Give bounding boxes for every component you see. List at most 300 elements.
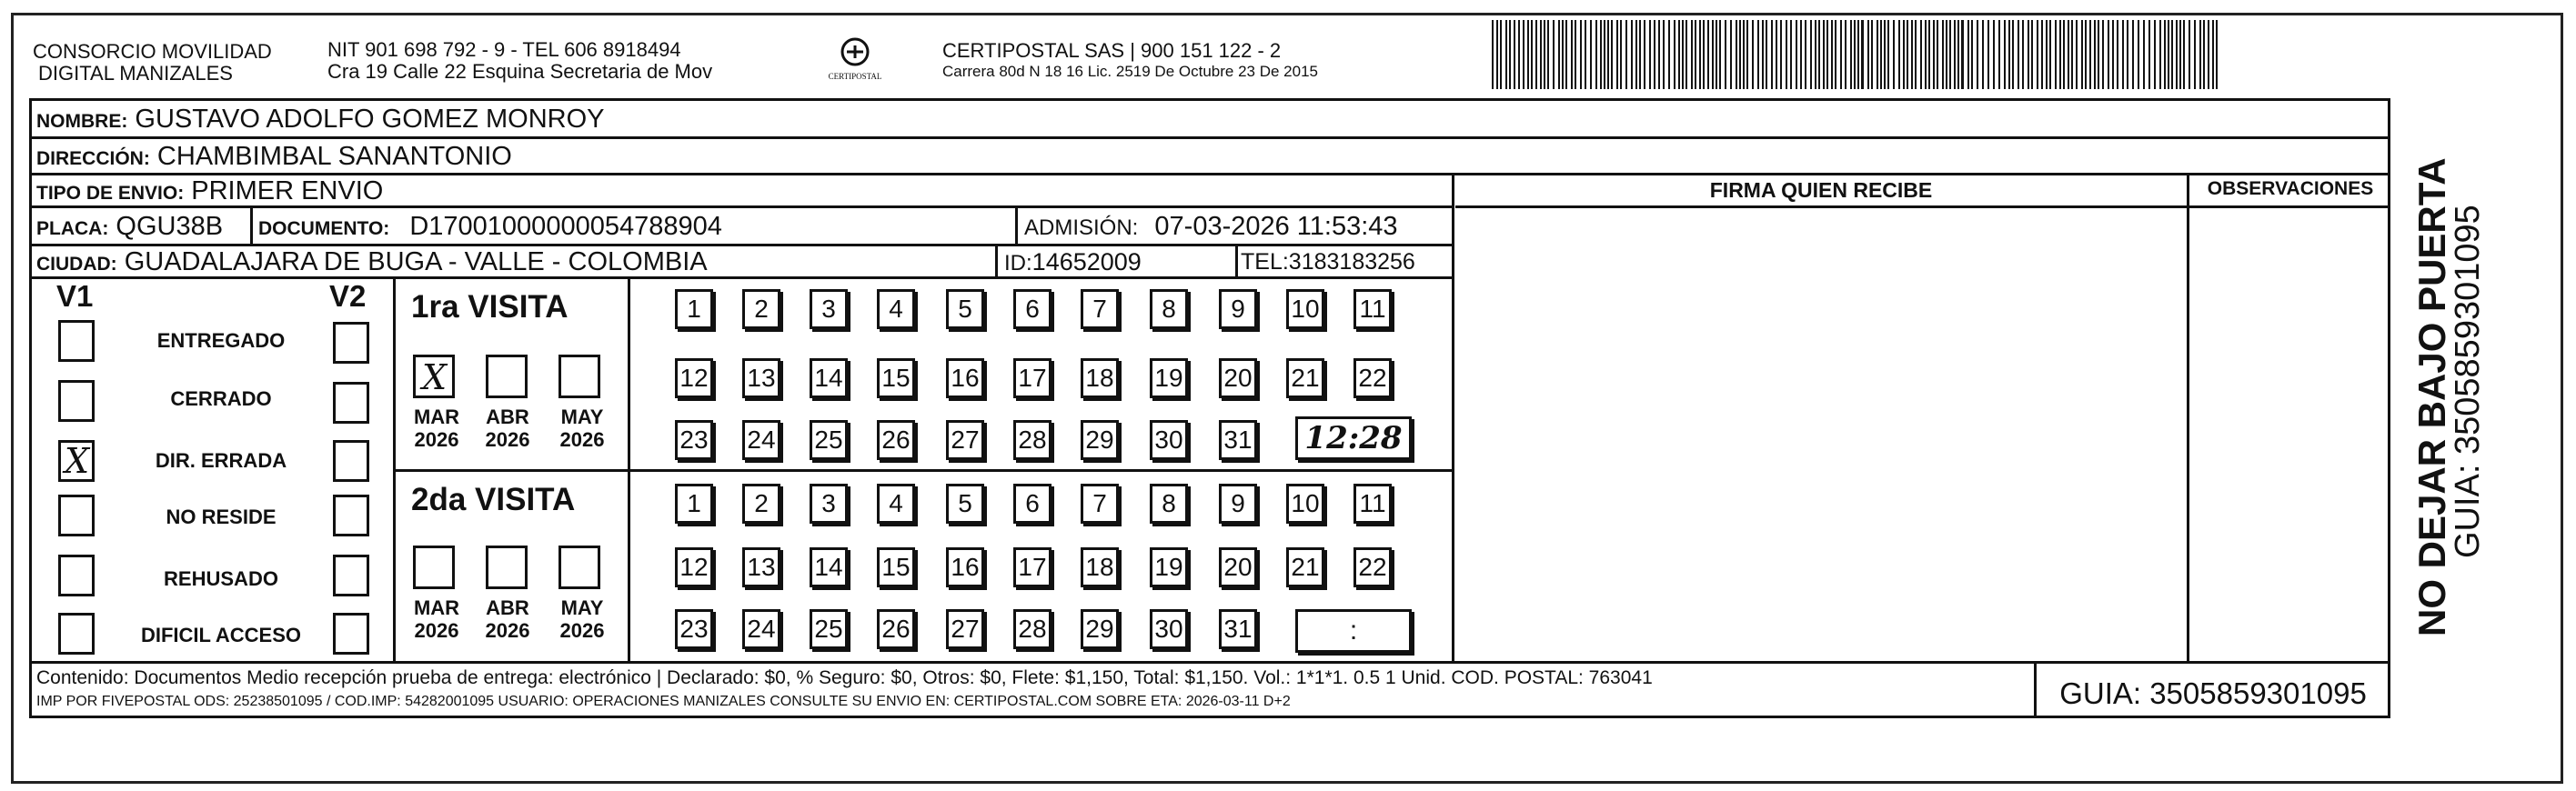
barcode-bar [1928,20,1930,89]
barcode-bar [1746,20,1748,89]
barcode-bar [2148,20,2150,89]
v1-checkbox-dificil-acceso[interactable] [58,613,95,655]
visit2-day-17[interactable]: 17 [1013,547,1052,587]
visit1-day-14[interactable]: 14 [810,358,848,398]
visit2-day-28[interactable]: 28 [1013,609,1052,649]
shipping-type-row [36,175,383,209]
barcode-bar [2112,20,2114,89]
visit1-day-5[interactable]: 5 [946,289,984,329]
shipping-type: PRIMER ENVIO [191,176,384,205]
visit1-day-22[interactable]: 22 [1353,358,1392,398]
barcode-bar [1575,20,1576,89]
visit1-day-1[interactable]: 1 [675,289,713,329]
v2-checkbox-entregado[interactable] [333,322,369,364]
barcode-bar [2168,20,2169,89]
barcode-bar [1580,20,1582,89]
visit2-day-6[interactable]: 6 [1013,484,1052,524]
barcode-bar [1736,20,1737,89]
footer-print-line: IMP POR FIVEPOSTAL ODS: 25238501095 / COD.IMP: 54282001095 USUARIO: OPERACIONES MANIZALES CONSULTE SU ENVIO EN: CERTIPOSTAL.COM SOBRE ETA: 2026-03-11 D+2 [36,694,1291,709]
plate-cell [36,211,223,245]
v1-header: V1 [56,279,94,313]
barcode-bar [1993,20,1995,89]
barcode-bar [1796,20,1797,89]
barcode-bar [2094,20,2096,89]
barcode-bar [1674,20,1675,89]
barcode-bar [1961,20,1964,89]
visit1-day-30[interactable]: 30 [1150,420,1188,460]
barcode-bar [2049,20,2051,89]
barcode-bar [1786,20,1787,89]
barcode-bar [1766,20,1767,89]
visit1-day-10[interactable]: 10 [1286,289,1324,329]
visit2-mar-year: 2026 [414,619,459,642]
plate-value: QGU38B [116,212,224,241]
barcode-bar [1752,20,1754,89]
barcode-bar [1712,20,1714,89]
barcode-bar [1611,20,1613,89]
barcode-bar [2059,20,2061,89]
barcode-bar [1509,20,1511,89]
barcode-bar [1600,20,1602,89]
barcode-bar [1658,20,1660,89]
admission-cell [1024,211,1398,244]
side-notice-no-dejar-bajo-puerta: NO DEJAR BAJO PUERTA [2410,157,2453,636]
barcode-bar [1823,20,1825,89]
v1-checkbox-entregado[interactable] [58,320,95,362]
barcode-bar [2008,20,2010,89]
visit2-month-may-label [555,596,609,642]
visit2-abr-year: 2026 [485,619,530,642]
visit2-day-14[interactable]: 14 [810,547,848,587]
barcode-bar [1771,20,1773,89]
barcode-bar [2122,20,2124,89]
barcode-bar [1867,20,1869,89]
barcode-bar [1982,20,1984,89]
barcode-bar [1800,20,1802,89]
visit1-month-mar-checkbox[interactable] [413,355,455,398]
barcode-bar [1954,20,1956,89]
address-label: DIRECCIÓN: [36,148,150,169]
visit1-day-28[interactable]: 28 [1013,420,1052,460]
visit1-day-8[interactable]: 8 [1150,289,1188,329]
visit1-day-23[interactable]: 23 [675,420,713,460]
barcode-bar [2028,20,2029,89]
barcode-bar [1595,20,1597,89]
certipostal-logo-icon [835,36,875,67]
visit1-day-4[interactable]: 4 [877,289,915,329]
barcode-bar [1911,20,1913,89]
v1-checkbox-no-reside[interactable] [58,495,95,536]
barcode-bar [2063,20,2065,89]
barcode-bar [2046,20,2048,89]
visit2-day-27[interactable]: 27 [946,609,984,649]
visit2-may-text: MAY [560,596,604,619]
barcode-bar [1937,20,1938,89]
visit2-day-23[interactable]: 23 [675,609,713,649]
barcode-bar [1884,20,1886,89]
visit1-day-2[interactable]: 2 [742,289,780,329]
visit1-month-may-checkbox[interactable] [558,355,600,398]
barcode-bar [2159,20,2161,89]
visit2-day-29[interactable]: 29 [1081,609,1119,649]
recipient-address: CHAMBIMBAL SANANTONIO [156,142,512,171]
visit1-abr-year: 2026 [485,428,530,451]
sender-nit: NIT 901 698 792 - 9 - TEL 606 8918494 [327,38,681,61]
visit2-day-19[interactable]: 19 [1150,547,1188,587]
barcode-bar [2071,20,2073,89]
visit2-day-31[interactable]: 31 [1219,609,1257,649]
barcode-bar [1607,20,1609,89]
barcode-bar [1887,20,1889,89]
document-label: DOCUMENTO: [258,218,390,239]
barcode-bar [2018,20,2019,89]
barcode-bar [2194,20,2196,89]
barcode-bar [1703,20,1705,89]
barcode-bar [1590,20,1592,89]
visit1-mar-text: MAR [413,406,460,428]
barcode-bar [1553,20,1555,89]
barcode-bar [1946,20,1947,89]
visit1-day-17[interactable]: 17 [1013,358,1052,398]
side-guide-number: GUIA: 3505859301095 [2449,205,2487,558]
barcode-bar [1492,20,1494,89]
visit1-day-9[interactable]: 9 [1219,289,1257,329]
barcode-bar [1790,20,1792,89]
sender-name-line1: CONSORCIO MOVILIDAD [33,40,272,63]
barcode-bar [1505,20,1507,89]
barcode-bar [1835,20,1836,89]
city-value: GUADALAJARA DE BUGA - VALLE - COLOMBIA [124,247,708,276]
barcode-bar [1762,20,1764,89]
barcode-bar [1780,20,1782,89]
visit1-day-26[interactable]: 26 [877,420,915,460]
visit2-may-year: 2026 [559,619,605,642]
barcode-bar [1743,20,1745,89]
visit2-month-abr-checkbox[interactable] [486,546,528,589]
status-label-dir-errada: DIR. ERRADA [155,449,287,472]
v1-dir-errada-mark: X [65,441,90,481]
barcode-bar [1639,20,1641,89]
document-value: D17001000000054788904 [409,212,722,241]
visit1-month-may-label [555,406,609,451]
barcode-bar [1682,20,1684,89]
barcode-bar [1496,20,1498,89]
v2-checkbox-cerrado[interactable] [333,382,369,424]
plate-label: PLACA: [36,218,109,239]
visit1-may-text: MAY [560,406,604,428]
barcode-bar [1527,20,1529,89]
barcode-bar [1544,20,1545,89]
visit1-abr-text: ABR [486,406,529,428]
visit1-day-21[interactable]: 21 [1286,358,1324,398]
barcode-bar [2085,20,2087,89]
barcode-bar [1540,20,1542,89]
visit1-day-31[interactable]: 31 [1219,420,1257,460]
visit1-day-3[interactable]: 3 [810,289,848,329]
visit2-day-15[interactable]: 15 [877,547,915,587]
barcode-bar [1531,20,1533,89]
visit2-day-10[interactable]: 10 [1286,484,1324,524]
visit2-title: 2da VISITA [411,482,576,517]
visit2-day-30[interactable]: 30 [1150,609,1188,649]
barcode-bar [2132,20,2134,89]
id-cell [1004,246,1142,279]
v2-checkbox-dificil-acceso[interactable] [333,613,369,655]
visit2-mar-text: MAR [413,596,460,619]
barcode-bar [2216,20,2218,89]
visit2-day-24[interactable]: 24 [742,609,780,649]
sender-address: Cra 19 Calle 22 Esquina Secretaria de Mov [327,60,713,83]
barcode-bar [1558,20,1560,89]
barcode-bar [1925,20,1927,89]
shipping-type-label: TIPO DE ENVIO: [36,183,185,204]
visit1-day-13[interactable]: 13 [742,358,780,398]
barcode-bar [1585,20,1586,89]
barcode-bar [1562,20,1564,89]
v2-checkbox-dir-errada[interactable] [333,440,369,482]
barcode-bar [1805,20,1806,89]
barcode-bar [1635,20,1637,89]
visit1-month-abr-checkbox[interactable] [486,355,528,398]
visit2-month-may-checkbox[interactable] [558,546,600,589]
status-label-entregado: ENTREGADO [156,329,286,352]
visit2-day-1[interactable]: 1 [675,484,713,524]
visit2-day-13[interactable]: 13 [742,547,780,587]
visit1-day-27[interactable]: 27 [946,420,984,460]
barcode-bar [2154,20,2156,89]
visit1-month-abr-label [480,406,535,451]
name-label: NOMBRE: [36,111,128,132]
barcode-bar [1757,20,1759,89]
barcode-bar [1933,20,1935,89]
document-cell [258,211,722,245]
barcode-bar [2183,20,2185,89]
name-row [36,104,605,137]
sender-name-line2: DIGITAL MANIZALES [38,62,233,85]
barcode-bar [1654,20,1655,89]
visit1-day-29[interactable]: 29 [1081,420,1119,460]
v1-checkbox-cerrado[interactable] [58,380,95,422]
visit2-day-20[interactable]: 20 [1219,547,1257,587]
logo-brand-text: CERTIPOSTAL [828,72,882,81]
barcode-bar [1861,20,1864,89]
visit1-day-15[interactable]: 15 [877,358,915,398]
city-cell [36,246,708,280]
barcode-bar [2143,20,2145,89]
visit2-day-11[interactable]: 11 [1353,484,1392,524]
visit1-time-value: 12:28 [1304,420,1403,456]
visit1-day-12[interactable]: 12 [675,358,713,398]
visit1-mar-mark: X [422,357,448,397]
barcode-bar [1730,20,1732,89]
barcode-bar [1907,20,1908,89]
visit2-day-25[interactable]: 25 [810,609,848,649]
barcode-bar [1815,20,1816,89]
signature-column-header: FIRMA QUIEN RECIBE [1709,178,1933,202]
barcode-bar [2068,20,2069,89]
barcode-bar [1957,20,1959,89]
barcode-bar [1880,20,1882,89]
barcode-bar [1810,20,1812,89]
barcode-bar [1776,20,1777,89]
visit2-abr-text: ABR [486,596,529,619]
status-label-dificil-acceso: DIFICIL ACCESO [140,624,301,646]
barcode-bar [1644,20,1645,89]
tel-label: TEL: [1241,249,1289,275]
address-row [36,141,512,175]
barcode-bar [1871,20,1873,89]
barcode-bar [2138,20,2139,89]
barcode-bar [1893,20,1895,89]
barcode-bar [2179,20,2181,89]
barcode-bar [1877,20,1878,89]
sender-block [33,41,272,85]
barcode-bar [1565,20,1567,89]
barcode-bar [2171,20,2173,89]
barcode-bar [1631,20,1633,89]
visit2-day-3[interactable]: 3 [810,484,848,524]
barcode-bar [1840,20,1842,89]
barcode-bar [1571,20,1573,89]
barcode-bar [2098,20,2099,89]
barcode-bar [1987,20,1989,89]
barcode-bar [1971,20,1973,89]
barcode-bar [1625,20,1627,89]
footer-guide-number: GUIA: 3505859301095 [2059,676,2367,710]
barcode-bar [1850,20,1852,89]
barcode-bar [1699,20,1701,89]
visit2-time-box[interactable] [1295,609,1412,653]
visit1-day-16[interactable]: 16 [946,358,984,398]
barcode-bar [2189,20,2190,89]
visit2-month-abr-label [480,596,535,642]
visit1-mar-year: 2026 [414,428,459,451]
barcode-bar [2108,20,2109,89]
visit2-day-12[interactable]: 12 [675,547,713,587]
barcode-bar [1831,20,1833,89]
visit2-day-2[interactable]: 2 [742,484,780,524]
company-block [942,39,1318,82]
observations-column-header: OBSERVACIONES [2207,178,2374,199]
barcode-bar [1903,20,1905,89]
barcode-bar [1514,20,1515,89]
barcode-bar [1977,20,1978,89]
city-label: CIUDAD: [36,254,117,275]
visit2-day-8[interactable]: 8 [1150,484,1188,524]
barcode-bar [1967,20,1969,89]
visit2-day-21[interactable]: 21 [1286,547,1324,587]
barcode-bar [2031,20,2033,89]
barcode-bar [1547,20,1549,89]
barcode-bar [1678,20,1680,89]
visit1-day-25[interactable]: 25 [810,420,848,460]
visit2-month-mar-checkbox[interactable] [413,546,455,589]
company-name: CERTIPOSTAL SAS | 900 151 122 - 2 [942,39,1282,62]
company-license: Carrera 80d N 18 16 Lic. 2519 De Octubre 23 De 2015 [942,63,1318,80]
visit2-day-18[interactable]: 18 [1081,547,1119,587]
v2-header: V2 [329,279,367,313]
barcode-bar [1535,20,1537,89]
tel-value: 3183183256 [1288,249,1415,275]
barcode-bar [1845,20,1846,89]
v1-checkbox-dir-errada[interactable] [58,440,95,482]
barcode-bar [1854,20,1856,89]
visit1-day-18[interactable]: 18 [1081,358,1119,398]
recipient-name: GUSTAVO ADOLFO GOMEZ MONROY [135,105,605,134]
barcode-bar [1695,20,1696,89]
barcode-bar [2055,20,2057,89]
barcode-bar [2164,20,2166,89]
sender-contact-block [327,39,712,83]
visit2-day-5[interactable]: 5 [946,484,984,524]
barcode-bar [1649,20,1651,89]
visit1-day-6[interactable]: 6 [1013,289,1052,329]
tel-cell [1241,246,1415,277]
barcode-bar [2076,20,2078,89]
certipostal-logo [819,36,891,91]
visit1-may-year: 2026 [559,428,605,451]
barcode-bar [1949,20,1951,89]
barcode-bar [2012,20,2014,89]
id-label: ID: [1004,251,1032,275]
barcode-bar [1663,20,1665,89]
visit1-day-19[interactable]: 19 [1150,358,1188,398]
barcode-bar [1725,20,1726,89]
visit1-title: 1ra VISITA [411,289,569,325]
barcode-bar [1942,20,1944,89]
visit2-day-22[interactable]: 22 [1353,547,1392,587]
visit2-day-7[interactable]: 7 [1081,484,1119,524]
visit2-day-16[interactable]: 16 [946,547,984,587]
barcode-bar [1685,20,1687,89]
barcode-bar [2127,20,2128,89]
barcode-bar [2022,20,2024,89]
barcode [1492,20,2219,89]
barcode-bar [1716,20,1717,89]
barcode-bar [2089,20,2091,89]
visit2-day-9[interactable]: 9 [1219,484,1257,524]
visit1-day-11[interactable]: 11 [1353,289,1392,329]
visit2-month-mar-label [409,596,464,642]
status-label-no-reside: NO RESIDE [166,506,277,528]
v1-checkbox-rehusado[interactable] [58,555,95,596]
v2-checkbox-no-reside[interactable] [333,495,369,536]
barcode-bar [1707,20,1709,89]
id-value: 14652009 [1031,248,1142,275]
barcode-bar [2208,20,2209,89]
visit1-day-20[interactable]: 20 [1219,358,1257,398]
barcode-bar [2037,20,2038,89]
visit1-day-24[interactable]: 24 [742,420,780,460]
barcode-bar [1998,20,2000,89]
barcode-bar [1818,20,1820,89]
barcode-bar [1604,20,1605,89]
footer-content-line: Contenido: Documentos Medio recepción prueba de entrega: electrónico | Declarado: $0, % Seguro: $0, Otros: $0, Flete: $1,150, Total: $1,150. Vol.: 1*1*1. 0.5 1 Unid. COD. POSTAL: 763041 [36,667,1653,688]
visit1-time-box[interactable] [1295,416,1412,460]
barcode-bar [2203,20,2205,89]
v2-checkbox-rehusado[interactable] [333,555,369,596]
barcode-bar [2102,20,2104,89]
visit2-day-26[interactable]: 26 [877,609,915,649]
barcode-bar [1500,20,1502,89]
visit2-time-value: : [1349,616,1358,646]
barcode-bar [1915,20,1917,89]
visit2-day-4[interactable]: 4 [877,484,915,524]
barcode-bar [2081,20,2083,89]
barcode-bar [1668,20,1670,89]
visit1-day-7[interactable]: 7 [1081,289,1119,329]
barcode-bar [2117,20,2118,89]
